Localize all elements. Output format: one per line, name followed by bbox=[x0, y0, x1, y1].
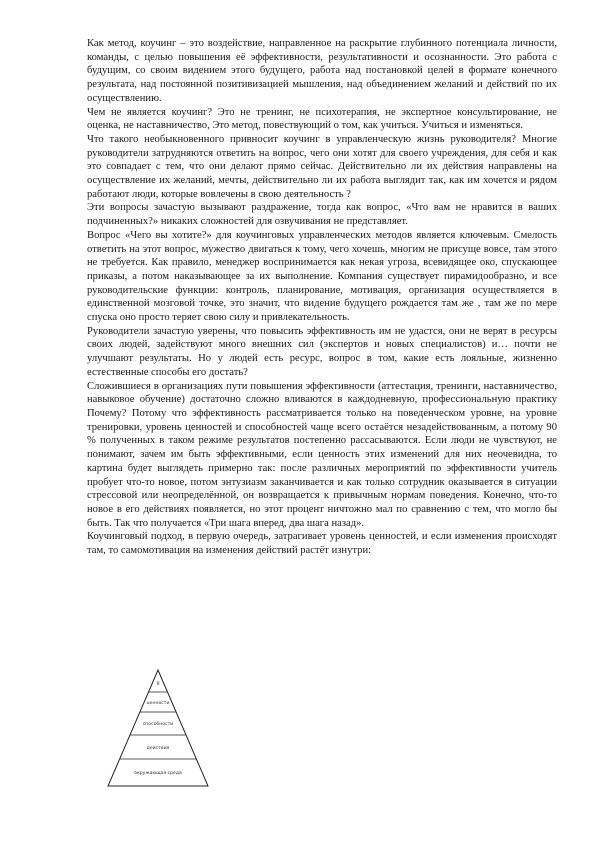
paragraph: Руководители зачастую уверены, что повысить эффективность им не удастся, они не верят в ресурсы своих людей, задействуют много внешних сил (экспертов и новых специалистов) и… почти не улучшают результаты. Но у людей есть ресурс, вопрос в том, какие есть лояльные, жизненно естественные способы его достать? bbox=[87, 325, 557, 378]
paragraph: Что такого необыкновенного привносит коучинг в управленческую жизнь руководителя? Многие руководители затрудняются ответить на вопрос, чего они хотят для своего учреждения, для себя и как это совпадает с тем, что они делают прямо сейчас. Действительно ли их действия направлены на осуществление их желаний, мечты, действительно ли их работа выглядит так, как им хочется и рядом работают люди, которые вовлечены в свою деятельность ? bbox=[87, 133, 557, 200]
paragraph: Эти вопросы зачастую вызывают раздражение, тогда как вопрос, «Что вам не нравится в ваших подчиненных?» никаких сложностей для озвучивания не представляет. bbox=[87, 202, 557, 228]
paragraph: Сложившиеся в организациях пути повышения эффективности (аттестация, тренинги, наставничество, навыковое обучение) достаточно сложно вливаются в каждодневную, профессиональную практику Почему? Потому что эффективность рассматривается только на поведенческом уровне, на уровне тренировки, уровень ценностей и способностей чаще всего остаётся незадействованным, а потому 90 % полученных в таком режиме результатов постепенно рассасываются. Если люди не чувствуют, не понимают, зачем им быть эффективными, если ценность этих изменений для них неочевидна, то картина будет выглядеть примерно так: после различных мероприятий по эффективности учитель пробует что-то новое, потом энтузиазм заканчивается и как только сотрудник оказывается в ситуации стрессовой или неопределённой, он возвращается к привычным нормам поведения. Конечно, что-то новое в его действиях появляется, но этот процент ничтожно мал по сравнению с тем, что могло бы быть. Так что получается «Три шага вперед, два шага назад». bbox=[87, 380, 557, 529]
pyramid-level-abilities: способности bbox=[142, 722, 174, 727]
paragraph: Вопрос «Чего вы хотите?» для коучинговых управленческих методов является ключевым. Смелость ответить на этот вопрос, мужество двигаться к тому, чего хочешь, многим не присуще вовсе, там этого не требуется. Как правило, менеджер воспринимается как некая угроза, всевидящее око, спускающее приказы, а потом наказывающее за их выполнение. Компания существует пирамидообразно, и все руководительские функции: контроль, планирование, мотивация, организация осуществляется в единственной мозговой точке, это значит, что видение будущего рождается там же , там же по мере спуска оно просто теряет свою силу и привлекательность. bbox=[87, 229, 557, 324]
paragraph: Чем не является коучинг? Это не тренинг, не психотерапия, не экспертное консультирование, не оценка, не наставничество, Это метод, повествующий о том, как учиться. Учиться и изменяться. bbox=[87, 106, 557, 132]
values-pyramid-diagram bbox=[104, 668, 212, 790]
pyramid-level-self: Я bbox=[156, 682, 160, 687]
pyramid-outline bbox=[108, 670, 208, 786]
paragraph: Как метод, коучинг – это воздействие, направленное на раскрытие глубинного потенциала личности, команды, с целью повышения её эффективности, результативности и осознанности. Это работа с будущим, со своим видением этого будущего, работа над постановкой целей в формате конечного результата, над постоянной позитивизацией мышления, над объединением желаний и действий по их осуществлению. bbox=[87, 38, 557, 104]
pyramid-level-environment: окружающая среда bbox=[134, 771, 182, 776]
paragraph: Коучинговый подход, в первую очередь, затрагивает уровень ценностей, и если изменения происходят там, то самомотивация на изменения действий растёт изнутри: bbox=[87, 531, 557, 557]
pyramid-level-values: ценности bbox=[146, 701, 170, 706]
pyramid-level-actions: действия bbox=[146, 746, 170, 751]
document-body bbox=[87, 37, 557, 558]
pyramid-svg bbox=[104, 668, 212, 790]
